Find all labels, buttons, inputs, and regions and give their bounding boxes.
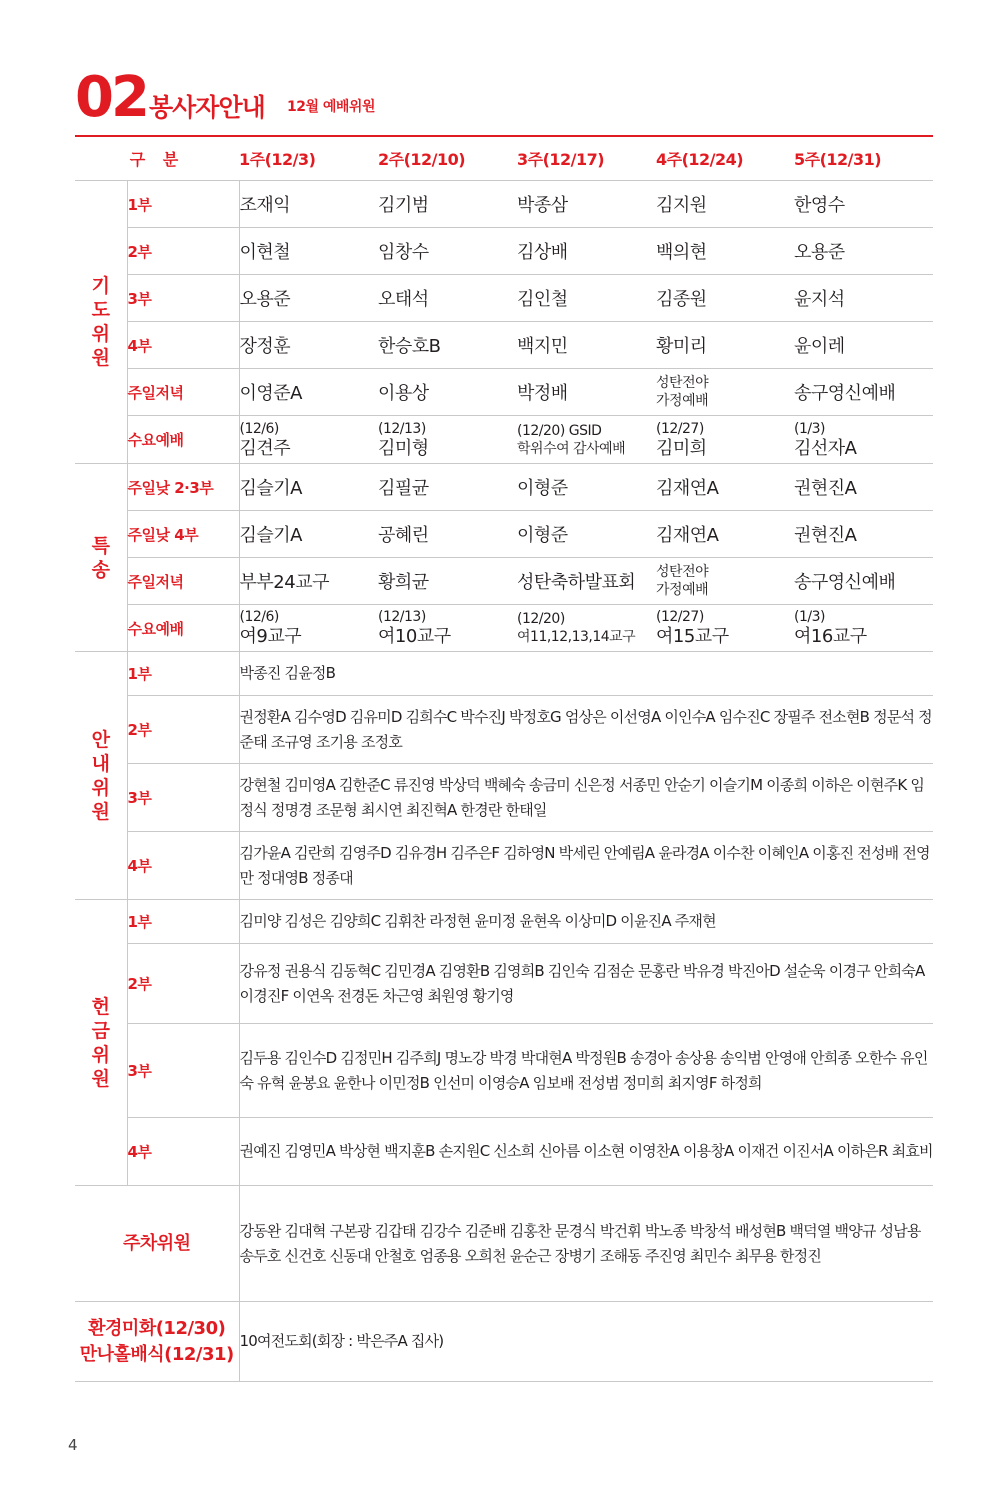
table-cell: 김상배 [517, 228, 656, 275]
table-row [75, 696, 933, 764]
table-cell: (12/27) 김미희 [656, 416, 794, 464]
table-row [75, 1186, 933, 1302]
table-cell: 송구영신예배 [794, 558, 933, 605]
table-row [75, 181, 933, 228]
table-cell: 박정배 [517, 369, 656, 416]
row-label: 2부 [127, 944, 239, 1024]
cell-line: 성탄전야 [656, 375, 709, 391]
table-cell: 공혜린 [378, 511, 517, 558]
names-cell: 박종진 김윤정B [239, 652, 933, 696]
row-label: 1부 [127, 181, 239, 228]
table-row [75, 764, 933, 832]
table-cell: 김필균 [378, 464, 517, 511]
table-cell: 송구영신예배 [794, 369, 933, 416]
row-label: 3부 [127, 275, 239, 322]
table-cell: (1/3) 여16교구 [794, 605, 933, 652]
week-header: 5주(12/31) [794, 137, 933, 181]
table-cell: 김종원 [656, 275, 794, 322]
table-row [75, 558, 933, 605]
environment-label: 환경미화(12/30) 만나홀배식(12/31) [75, 1302, 239, 1382]
group-label-prayer: 기 도 위 원 [75, 181, 127, 464]
row-label: 주일저녁 [127, 369, 239, 416]
table-cell: 오용준 [239, 275, 378, 322]
table-cell: (12/6) 여9교구 [239, 605, 378, 652]
table-cell: 권현진A [794, 511, 933, 558]
cell-line: 가정예배 [656, 393, 709, 409]
table-cell: (12/20) GSID 학위수여 감사예배 [517, 416, 656, 464]
table-row [75, 369, 933, 416]
table-cell: 김슬기A [239, 511, 378, 558]
table-cell: 이현철 [239, 228, 378, 275]
names-cell: 10여전도회(회장 : 박은주A 집사) [239, 1302, 933, 1382]
cell-line: 가정예배 [656, 582, 709, 598]
table-cell: 김지원 [656, 181, 794, 228]
table-cell: 김재연A [656, 464, 794, 511]
row-label: 4부 [127, 832, 239, 900]
table-row [75, 1118, 933, 1186]
table-cell: 윤지석 [794, 275, 933, 322]
row-label: 3부 [127, 764, 239, 832]
table-cell: (1/3) 김선자A [794, 416, 933, 464]
parking-label: 주차위원 [75, 1186, 239, 1302]
table-cell: (12/13) 김미형 [378, 416, 517, 464]
row-label: 수요예배 [127, 605, 239, 652]
table-cell: 성탄축하발표회 [517, 558, 656, 605]
table-cell: 김슬기A [239, 464, 378, 511]
row-label: 3부 [127, 1024, 239, 1118]
names-cell: 권예진 김영민A 박상현 백지훈B 손지원C 신소희 신아름 이소현 이영찬A 이용창A 이재건 이진서A 이하은R 최효비 [239, 1118, 933, 1186]
table-row [75, 900, 933, 944]
table-cell: 김재연A [656, 511, 794, 558]
table-cell: 이용상 [378, 369, 517, 416]
table-cell: (12/27) 여15교구 [656, 605, 794, 652]
table-cell: 이형준 [517, 464, 656, 511]
row-label: 주일낮 2·3부 [127, 464, 239, 511]
row-label: 주일낮 4부 [127, 511, 239, 558]
table-row [75, 464, 933, 511]
names-cell: 강유정 권용식 김동혁C 김민경A 김영환B 김영희B 김인숙 김점순 문홍란 박유경 박진아D 설순욱 이경구 안희숙A 이경진F 이연옥 전경돈 차근영 최원영 황기영 [239, 944, 933, 1024]
table-cell: (12/6) 김견주 [239, 416, 378, 464]
week-header: 3주(12/17) [517, 137, 656, 181]
group-label-special: 특 송 [75, 464, 127, 652]
table-cell: (12/13) 여10교구 [378, 605, 517, 652]
table-cell: 오용준 [794, 228, 933, 275]
row-label: 2부 [127, 228, 239, 275]
table-cell: 부부24교구 [239, 558, 378, 605]
names-cell: 김두용 김인수D 김정민H 김주희J 명노강 박경 박대현A 박정원B 송경아 송상용 송익범 안영애 안희종 오한수 유인숙 유혁 윤봉요 윤한나 이민정B 인선미 이영승A 임보배 전성범 정미희 최지영F 하정희 [239, 1024, 933, 1118]
table-row [75, 605, 933, 652]
week-header: 1주(12/3) [239, 137, 378, 181]
section-subtitle: 12월 예배위원 [287, 99, 375, 115]
row-label: 4부 [127, 322, 239, 369]
table-cell: 윤이레 [794, 322, 933, 369]
table-cell: 황미리 [656, 322, 794, 369]
table-cell: 백지민 [517, 322, 656, 369]
group-label-usher: 안 내 위 원 [75, 652, 127, 900]
table-cell: 임창수 [378, 228, 517, 275]
section-number: 02 [75, 65, 147, 130]
table-row [75, 322, 933, 369]
table-cell [656, 369, 794, 416]
week-header: 2주(12/10) [378, 137, 517, 181]
table-cell: 한승호B [378, 322, 517, 369]
category-header: 구 분 [75, 137, 239, 181]
names-cell: 김미양 김성은 김양희C 김휘찬 라정현 윤미정 윤현옥 이상미D 이윤진A 주재현 [239, 900, 933, 944]
table-cell: 권현진A [794, 464, 933, 511]
table-row [75, 275, 933, 322]
table-cell: 조재익 [239, 181, 378, 228]
row-label: 2부 [127, 696, 239, 764]
table-cell: 장정훈 [239, 322, 378, 369]
names-cell: 강현철 김미영A 김한준C 류진영 박상덕 백혜숙 송금미 신은정 서종민 안순기 이슬기M 이종희 이하은 이현주K 임정식 정명경 조문형 최시연 최진혁A 한경란 한태일 [239, 764, 933, 832]
group-label-offering: 헌 금 위 원 [75, 900, 127, 1186]
volunteer-table [75, 137, 933, 1382]
table-row [75, 1302, 933, 1382]
table-row [75, 228, 933, 275]
names-cell: 강동완 김대혁 구본광 김갑태 김강수 김준배 김홍찬 문경식 박건휘 박노종 박창석 배성현B 백덕열 백양규 성남용 송두호 신건호 신동대 안철호 엄종용 오희천 윤순근 장병기 조해동 주진영 최민수 최무용 한정진 [239, 1186, 933, 1302]
row-label: 1부 [127, 900, 239, 944]
section-title: 봉사자안내 [149, 93, 265, 122]
table-cell: 박종삼 [517, 181, 656, 228]
table-header-row [75, 137, 933, 181]
row-label: 주일저녁 [127, 558, 239, 605]
row-label: 1부 [127, 652, 239, 696]
table-row [75, 944, 933, 1024]
table-cell: 이영준A [239, 369, 378, 416]
table-cell: 황희균 [378, 558, 517, 605]
row-label: 4부 [127, 1118, 239, 1186]
table-cell: (12/20) 여11,12,13,14교구 [517, 605, 656, 652]
table-cell: 백의현 [656, 228, 794, 275]
week-header: 4주(12/24) [656, 137, 794, 181]
table-cell: 이형준 [517, 511, 656, 558]
table-cell: 김인철 [517, 275, 656, 322]
page-number: 4 [68, 1436, 78, 1454]
table-row [75, 511, 933, 558]
table-row [75, 416, 933, 464]
table-cell: 한영수 [794, 181, 933, 228]
names-cell: 김가윤A 김란희 김영주D 김유경H 김주은F 김하영N 박세린 안예림A 윤라경A 이수찬 이혜인A 이홍진 전성배 전영만 정대영B 정종대 [239, 832, 933, 900]
section-header [75, 62, 933, 134]
cell-line: 성탄전야 [656, 564, 709, 580]
row-label: 수요예배 [127, 416, 239, 464]
table-cell [656, 558, 794, 605]
table-row [75, 832, 933, 900]
table-cell: 김기범 [378, 181, 517, 228]
names-cell: 권정환A 김수영D 김유미D 김희수C 박수진J 박정호G 엄상은 이선영A 이인수A 임수진C 장필주 전소현B 정문석 정준태 조규영 조기용 조정호 [239, 696, 933, 764]
table-row [75, 1024, 933, 1118]
table-cell: 오태석 [378, 275, 517, 322]
table-row [75, 652, 933, 696]
